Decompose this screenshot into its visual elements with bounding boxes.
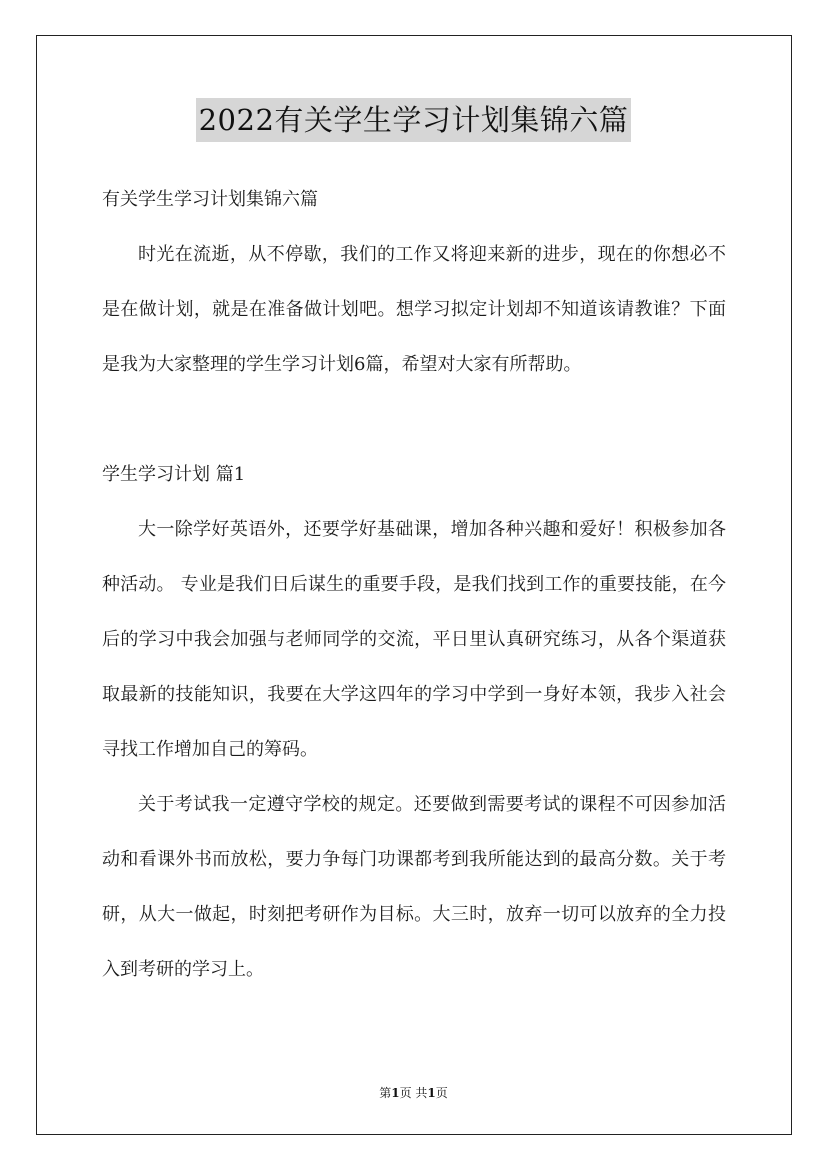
document-body <box>102 172 726 997</box>
page-footer <box>0 1084 827 1101</box>
body-paragraph-2: 关于考试我一定遵守学校的规定。还要做到需要考试的课程不可因参加活动和看课外书而放松，要力争每门功课都考到我所能达到的最高分数。关于考研，从大一做起，时刻把考研作为目标。大三时，放弃一切可以放弃的全力投入到考研的学习上。 <box>102 794 726 980</box>
page-current: 1 <box>391 1086 400 1100</box>
page-total: 1 <box>427 1086 436 1100</box>
section-heading: 学生学习计划 篇1 <box>102 464 246 485</box>
page-mid: 页 共 <box>399 1086 428 1100</box>
section-spacer <box>102 392 726 447</box>
document-subtitle: 有关学生学习计划集锦六篇 <box>102 189 318 210</box>
page-prefix: 第 <box>379 1086 392 1100</box>
intro-paragraph: 时光在流逝，从不停歇，我们的工作又将迎来新的进步，现在的你想必不是在做计划，就是在准备做计划吧。想学习拟定计划却不知道该请教谁？下面是我为大家整理的学生学习计划6篇，希望对大家有所帮助。 <box>102 244 726 375</box>
page-suffix: 页 <box>435 1086 448 1100</box>
document-title-text: 2022有关学生学习计划集锦六篇 <box>196 98 632 142</box>
body-paragraph-1: 大一除学好英语外，还要学好基础课，增加各种兴趣和爱好！积极参加各种活动。 专业是我们日后谋生的重要手段，是我们找到工作的重要技能，在今后的学习中我会加强与老师同学的交流，平日里认真研究练习，从各个渠道获取最新的技能知识，我要在大学这四年的学习中学到一身好本领，我步入社会寻找工作增加自己的筹码。 <box>102 519 726 760</box>
document-title <box>0 98 827 142</box>
